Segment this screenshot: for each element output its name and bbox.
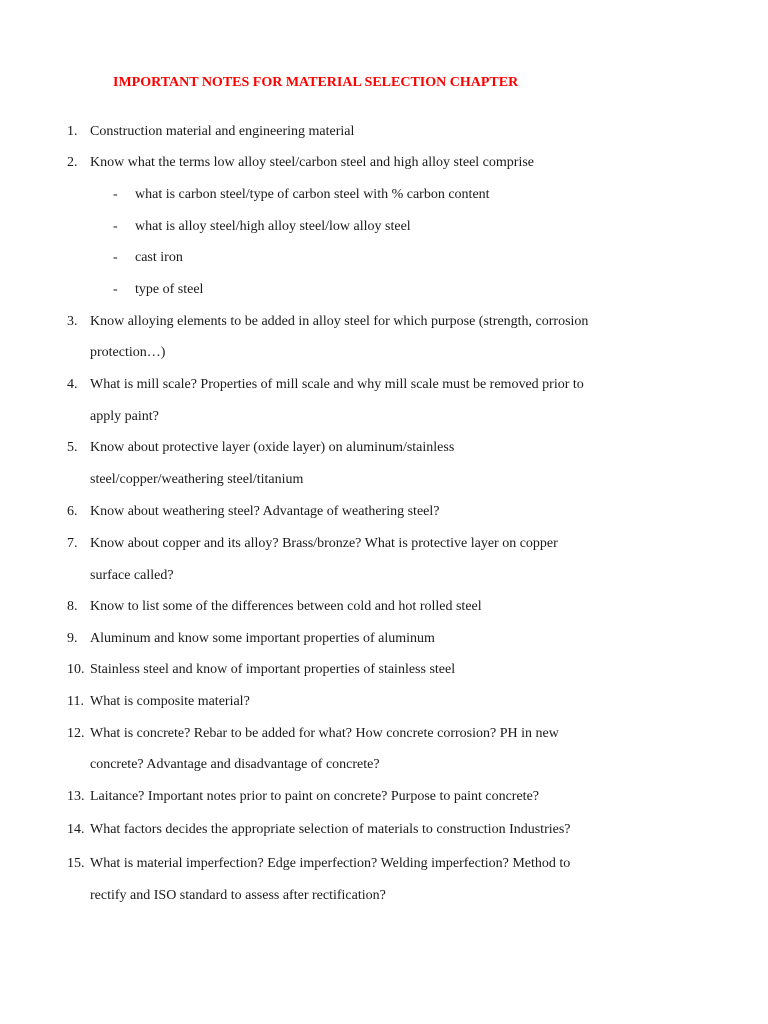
sub-list-text: what is alloy steel/high alloy steel/low alloy steel (135, 219, 411, 234)
list-number: 11. (67, 694, 84, 709)
list-text: concrete? Advantage and disadvantage of concrete? (90, 757, 380, 772)
list-text: What is mill scale? Properties of mill scale and why mill scale must be removed prior to (90, 377, 584, 392)
list-number: 8. (67, 599, 78, 614)
list-text: steel/copper/weathering steel/titanium (90, 472, 304, 487)
list-text: apply paint? (90, 409, 159, 424)
list-number: 1. (67, 124, 78, 139)
list-text: What is material imperfection? Edge imperfection? Welding imperfection? Method to (90, 856, 571, 871)
list-number: 2. (67, 155, 78, 170)
sub-list-text: what is carbon steel/type of carbon steel with % carbon content (135, 187, 490, 202)
list-text: What is composite material? (90, 694, 250, 709)
sub-list-text: cast iron (135, 250, 183, 265)
list-text: Know about protective layer (oxide layer) on aluminum/stainless (90, 440, 455, 455)
list-number: 10. (67, 662, 85, 677)
list-text: Aluminum and know some important properties of aluminum (90, 631, 435, 646)
list-number: 15. (67, 856, 85, 871)
list-text: Know what the terms low alloy steel/carbon steel and high alloy steel comprise (90, 155, 534, 170)
list-text: Stainless steel and know of important properties of stainless steel (90, 662, 456, 677)
list-text: Know alloying elements to be added in alloy steel for which purpose (strength, corrosion (90, 314, 589, 329)
list-number: 3. (67, 314, 78, 329)
list-text: Construction material and engineering material (90, 124, 355, 139)
sub-list-text: type of steel (135, 282, 204, 297)
list-number: 7. (67, 536, 78, 551)
list-number: 6. (67, 504, 78, 519)
bullet-dash: - (113, 250, 118, 265)
list-number: 5. (67, 440, 78, 455)
document-title: IMPORTANT NOTES FOR MATERIAL SELECTION CHAPTER (113, 75, 519, 90)
list-number: 4. (67, 377, 78, 392)
list-text: What is concrete? Rebar to be added for what? How concrete corrosion? PH in new (90, 726, 559, 741)
list-text: rectify and ISO standard to assess after rectification? (90, 888, 386, 903)
list-number: 12. (67, 726, 85, 741)
bullet-dash: - (113, 219, 118, 234)
list-text: Know about weathering steel? Advantage of weathering steel? (90, 504, 440, 519)
list-number: 13. (67, 789, 85, 804)
bullet-dash: - (113, 187, 118, 202)
list-text: Laitance? Important notes prior to paint on concrete? Purpose to paint concrete? (90, 789, 539, 804)
list-text: Know to list some of the differences between cold and hot rolled steel (90, 599, 482, 614)
list-text: What factors decides the appropriate selection of materials to construction Industries? (90, 822, 571, 837)
bullet-dash: - (113, 282, 118, 297)
list-text: Know about copper and its alloy? Brass/bronze? What is protective layer on copper (90, 536, 558, 551)
list-number: 14. (67, 822, 85, 837)
list-text: surface called? (90, 568, 174, 583)
list-number: 9. (67, 631, 78, 646)
list-text: protection…) (90, 345, 166, 360)
